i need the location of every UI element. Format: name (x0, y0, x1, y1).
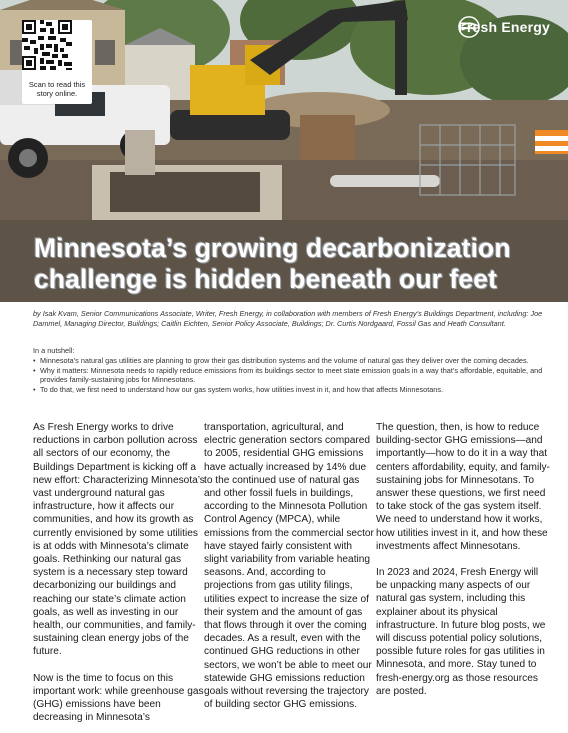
qr-caption: Scan to read this story online. (28, 80, 86, 98)
paragraph: In 2023 and 2024, Fresh Energy will be unpacking many aspects of our natural gas system, including this explainer about its physical infrastructure. In future blog posts, we will discuss potential policy solutions, possible future roles for gas utilities in Minnesota, and more. Stay tuned to fresh-energy.org as those resources are posted. (376, 567, 546, 697)
paragraph: As Fresh Energy works to drive reductions in carbon pollution across all sectors of our economy, the Buildings Department is kicking off a new effort: Characterizing Minnesota’s vast underground natural gas infrastructure, how it affects our communities, and how its growth as currently envisioned by some utilities is at odds with Minnesota’s climate goals. Rethinking our natural gas system is a necessary step toward decarbonizing our buildings and reaching our state’s climate action goals, as well as investing in our health, our communities, and family-sustaining clean energy jobs of the future. (33, 422, 205, 658)
nutshell-heading: In a nutshell: (33, 346, 75, 355)
title-line-1: Minnesota’s growing decarbonization (34, 233, 511, 263)
swirl-logo-icon (458, 16, 480, 38)
page-title (34, 233, 554, 295)
paragraph: transportation, agricultural, and electric generation sectors compared to 2005, residential GHG emissions have actually increased by 14% due to the continued use of natural gas and other fossil fuels in buildings, according to the Minnesota Pollution Control Agency (MPCA), while emissions from the commercial sector have stayed fairly consistent with slight variability from variable heating seasons. And, according to projections from gas utility filings, utilities expect to increase the size of their system and the amount of gas that flows through it over the coming decades. As a result, even with the continued GHG reductions in other sectors, we won’t be able to meet our statewide GHG emissions reduction goals without reversing the trajectory of building sector GHG emissions. (204, 422, 374, 711)
article-column-3 (376, 421, 552, 698)
qr-code-card[interactable] (22, 20, 92, 104)
hero-photo (0, 0, 568, 302)
list-item: • Why it matters: Minnesota needs to rapidly reduce emissions from its buildings sector to meet state emission goals in a way that’s affordable, equitable, and provides family-sustaining jobs for Minnesotans. (33, 366, 548, 385)
article-column-2 (204, 421, 375, 711)
brand-name: Fresh Energy (458, 19, 550, 35)
title-line-2: challenge is hidden beneath our feet (34, 264, 498, 294)
byline: by Isak Kvam, Senior Communications Associate, Writer, Fresh Energy, in collaboration with members of Fresh Energy’s Buildings Department, including: Joe Dammel, Managing Director, Buildings; Caitlin Eichten, Senior Policy Associate, Buildings; Dr. Curtis Nordgaard, Fossil Gas and Heath Consultant. (33, 309, 543, 328)
paragraph: The question, then, is how to reduce building-sector GHG emissions—and importantly—how to do it in a way that centers affordability, equity, and family-sustaining jobs for Minnesotans. To answer these questions, we first need to take stock of the gas system itself. We need to understand how it works, how utilities invest in it, and how these investments affect Minnesotans. (376, 422, 550, 552)
paragraph: Now is the time to focus on this important work: while greenhouse gas (GHG) emissions have been decreasing in Minnesota’s (33, 672, 204, 724)
nutshell-list (33, 356, 548, 394)
brand-logo[interactable] (458, 16, 550, 38)
qr-code-icon (22, 20, 72, 70)
list-item: • Minnesota’s natural gas utilities are planning to grow their gas distribution systems and the volume of natural gas they deliver over the coming decades. (33, 356, 548, 366)
article-column-1 (33, 421, 205, 724)
list-item: • To do that, we first need to understand how our gas system works, how utilities invest in it, and how that affects Minnesotans. (33, 385, 548, 395)
